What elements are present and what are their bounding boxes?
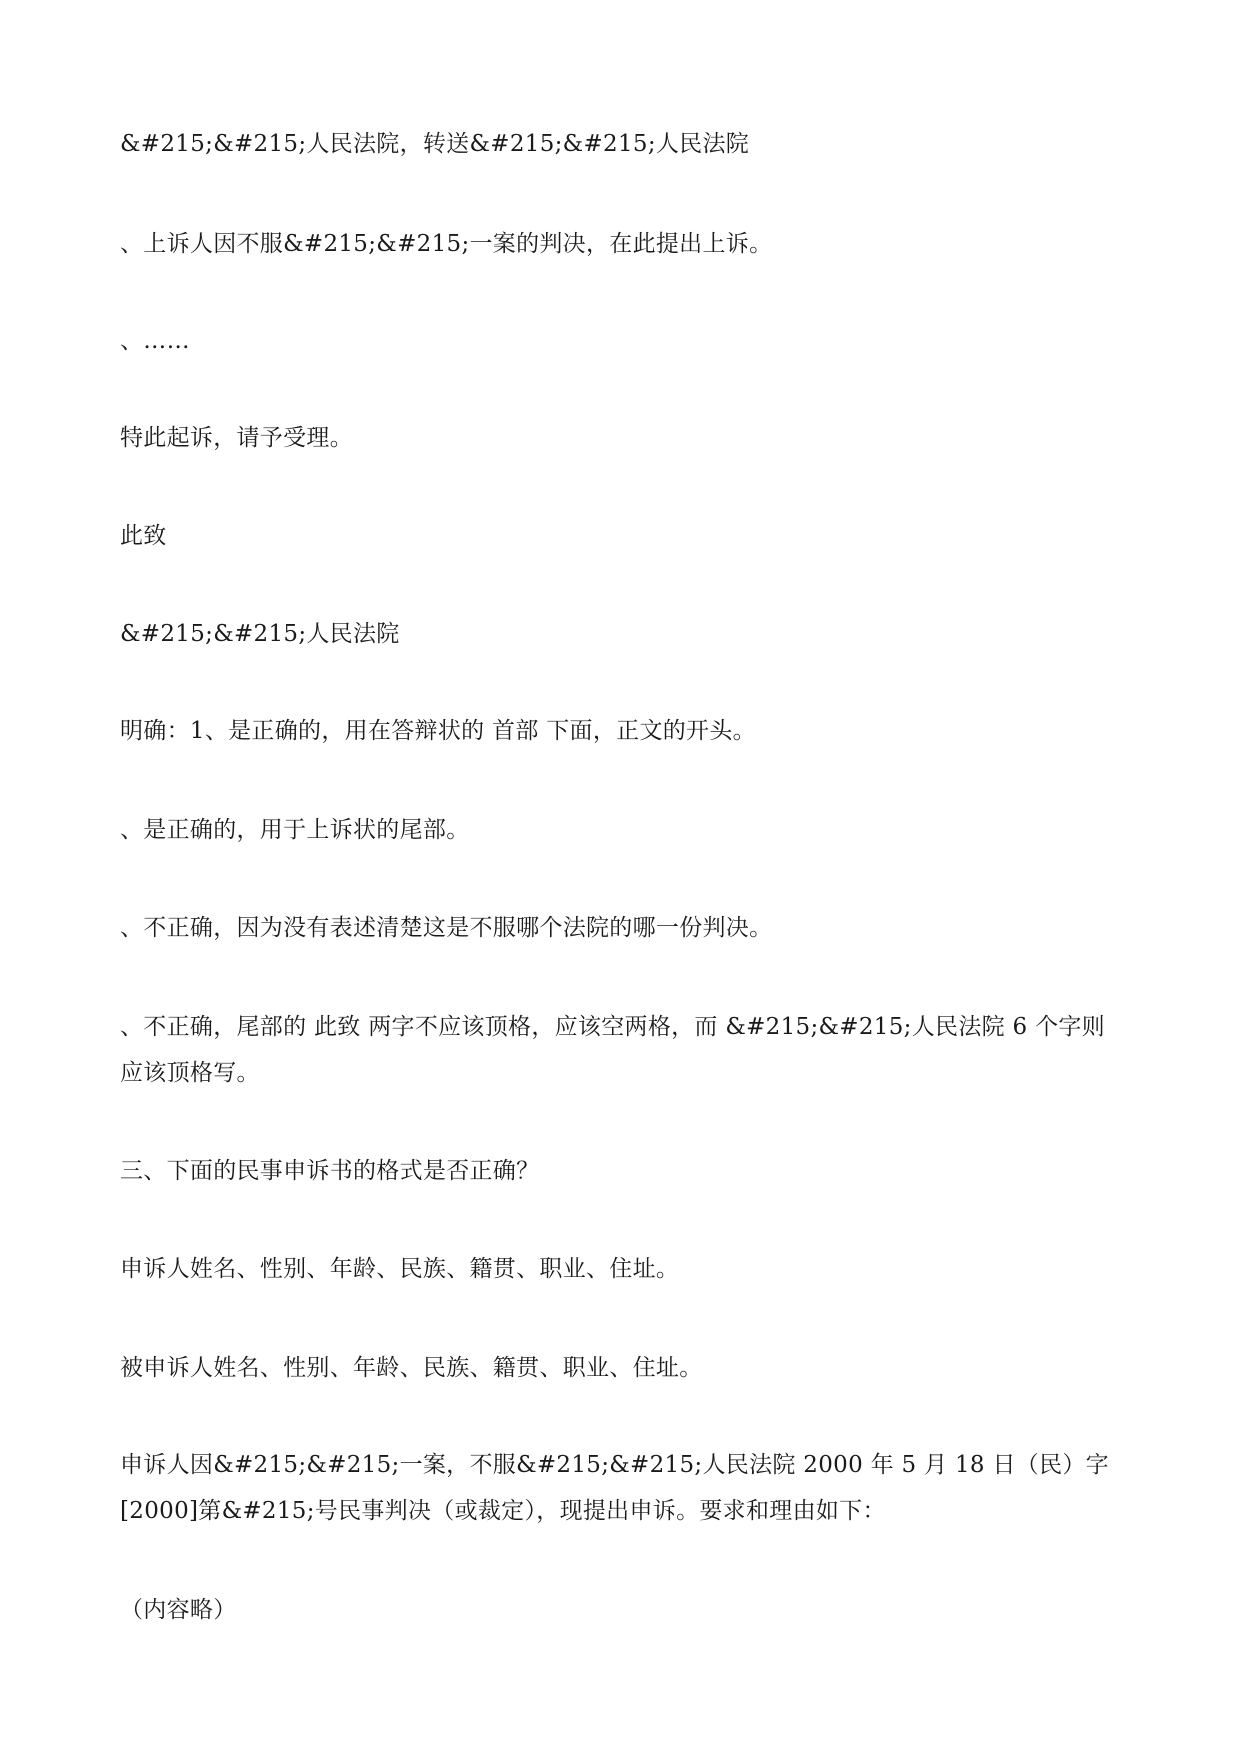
paragraph-court-forwarding: &#215;&#215;人民法院，转送&#215;&#215;人民法院	[120, 131, 750, 157]
paragraph-ellipsis: 、……	[120, 328, 190, 354]
paragraph-request-acceptance: 特此起诉，请予受理。	[120, 425, 353, 451]
paragraph-respondent-info: 被申诉人姓名、性别、年龄、民族、籍贯、职业、住址。	[120, 1355, 703, 1381]
paragraph-salutation: 此致	[120, 523, 167, 549]
paragraph-court-addressee: &#215;&#215;人民法院	[120, 621, 400, 647]
paragraph-content-omitted: （内容略）	[120, 1597, 237, 1623]
paragraph-answer-1: 明确：1、是正确的，用在答辩状的 首部 下面，正文的开头。	[120, 718, 756, 744]
section-heading-3: 三、下面的民事申诉书的格式是否正确？	[120, 1158, 540, 1184]
paragraph-appellant-info: 申诉人姓名、性别、年龄、民族、籍贯、职业、住址。	[120, 1256, 680, 1282]
paragraph-appeal-statement: 、上诉人因不服&#215;&#215;一案的判决，在此提出上诉。	[120, 231, 773, 257]
paragraph-petition-body: 申诉人因&#215;&#215;一案，不服&#215;&#215;人民法院 2000 年 5 月 18 日（民）字[2000]第&#215;号民事判决（或裁定），现提出申诉。要求和理由如下：	[120, 1452, 1109, 1524]
paragraph-answer-4: 、不正确，尾部的 此致 两字不应该顶格，应该空两格，而 &#215;&#215;人民法院 6 个字则应该顶格写。	[120, 1014, 1105, 1086]
paragraph-answer-2: 、是正确的，用于上诉状的尾部。	[120, 817, 470, 843]
paragraph-answer-3: 、不正确，因为没有表述清楚这是不服哪个法院的哪一份判决。	[120, 915, 773, 941]
